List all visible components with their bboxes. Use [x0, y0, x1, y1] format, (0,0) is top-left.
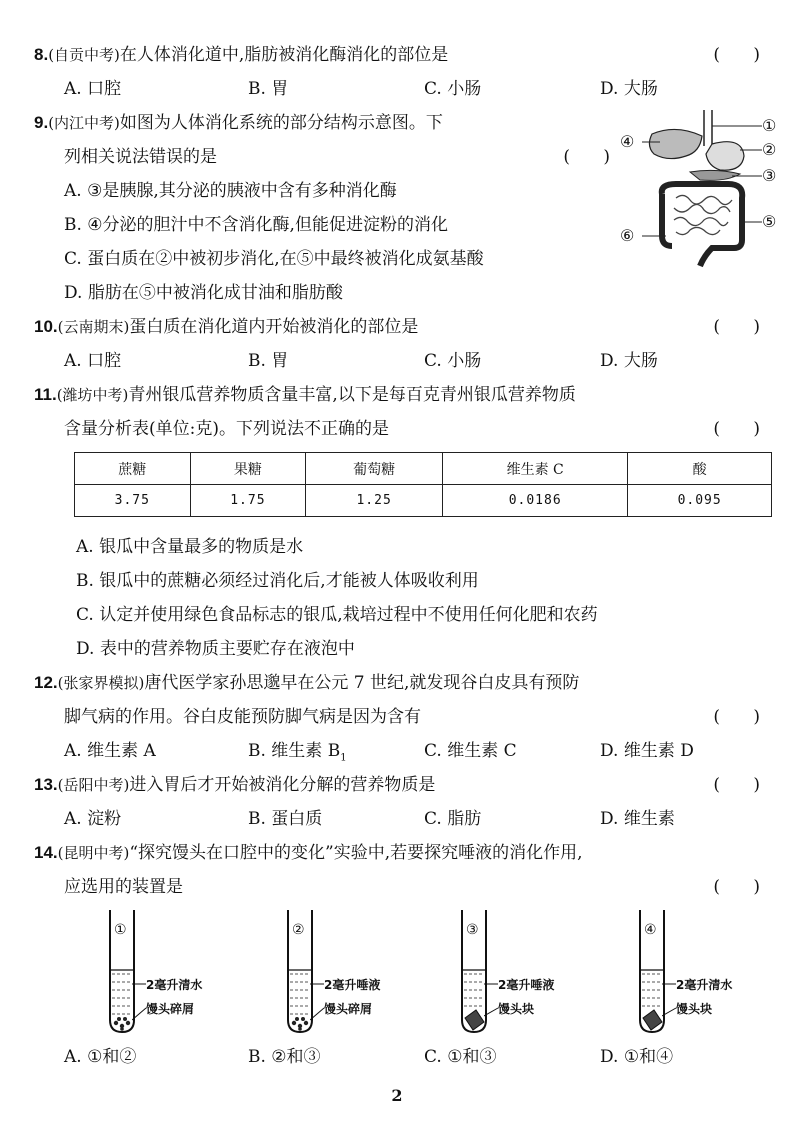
question-source: (自贡中考) [48, 46, 120, 64]
table-cell: 3.75 [75, 485, 191, 517]
table-cell: 0.0186 [443, 485, 628, 517]
option-a[interactable]: A. ③是胰腺,其分泌的胰液中含有多种消化酶 [64, 181, 397, 201]
table-cell: 1.25 [306, 485, 443, 517]
question-text: 进入胃后才开始被消化分解的营养物质是 [129, 775, 436, 795]
answer-blank[interactable]: ( ) [713, 419, 774, 439]
option-d[interactable]: D. 大肠 [600, 79, 658, 99]
option-d[interactable]: D. ①和④ [600, 1047, 674, 1067]
table-cell: 0.095 [628, 485, 772, 517]
option-d[interactable]: D. 维生素 D [600, 741, 694, 761]
option-c[interactable]: C. 维生素 C [424, 741, 517, 761]
question-11-options [34, 530, 774, 666]
test-tube-2 [282, 908, 442, 1038]
test-tube-4 [634, 908, 794, 1038]
option-b[interactable]: B. ④分泌的胆汁中不含消化酶,但能促进淀粉的消化 [64, 215, 448, 235]
answer-blank[interactable]: ( ) [713, 707, 774, 727]
tube-solid-label: 馒头块 [498, 1002, 535, 1016]
question-11 [34, 378, 774, 446]
tube-liquid-label: 2毫升唾液 [324, 978, 381, 992]
diagram-label-4: ④ [620, 132, 635, 151]
question-8 [34, 38, 774, 106]
question-number: 12. [34, 673, 58, 692]
question-text: 蛋白质在消化道内开始被消化的部位是 [129, 317, 419, 337]
answer-blank[interactable]: ( ) [563, 147, 624, 167]
question-14-options [34, 1040, 774, 1074]
question-14 [34, 836, 774, 904]
question-text: 在人体消化道中,脂肪被消化酶消化的部位是 [119, 45, 449, 65]
nutrient-table [74, 452, 772, 517]
option-a[interactable]: A. 口腔 [64, 351, 122, 371]
option-a[interactable]: A. 银瓜中含量最多的物质是水 [76, 537, 304, 557]
option-c[interactable]: C. 认定并使用绿色食品标志的银瓜,栽培过程中不使用任何化肥和农药 [76, 605, 598, 625]
question-text-cont: 列相关说法错误的是 [64, 147, 217, 167]
options [34, 734, 774, 768]
option-c[interactable]: C. 小肠 [424, 79, 482, 99]
option-d[interactable]: D. 大肠 [600, 351, 658, 371]
options [34, 802, 774, 836]
question-number: 11. [34, 385, 57, 404]
question-text: “探究馒头在口腔中的变化”实验中,若要探究唾液的消化作用, [129, 843, 583, 863]
question-source: (昆明中考) [57, 844, 130, 862]
option-a[interactable]: A. 口腔 [64, 79, 122, 99]
question-source: (岳阳中考) [57, 776, 130, 794]
tube-id: ② [292, 922, 305, 938]
question-number: 13. [34, 775, 58, 794]
question-9 [34, 106, 624, 310]
option-a[interactable]: A. 维生素 A [64, 741, 156, 761]
question-text: 唐代医学家孙思邈早在公元 7 世纪,就发现谷白皮具有预防 [144, 673, 580, 693]
answer-blank[interactable]: ( ) [713, 877, 774, 897]
tube-id: ③ [466, 922, 479, 938]
table-header-cell: 酸 [628, 453, 772, 485]
tube-solid-label: 馒头碎屑 [324, 1002, 373, 1016]
option-b[interactable]: B. 蛋白质 [248, 809, 323, 829]
tube-liquid-label: 2毫升清水 [146, 978, 203, 992]
digestive-system-diagram [616, 106, 788, 276]
tube-solid-label: 馒头碎屑 [146, 1002, 195, 1016]
diagram-label-3: ③ [762, 166, 777, 185]
diagram-label-6: ⑥ [620, 226, 635, 245]
tube-solid-label: 馒头块 [676, 1002, 713, 1016]
question-13 [34, 768, 774, 836]
table-header-cell: 维生素 C [443, 453, 628, 485]
options [34, 1040, 774, 1074]
test-tube-3 [456, 908, 616, 1038]
option-d[interactable]: D. 表中的营养物质主要贮存在液泡中 [76, 639, 355, 659]
option-d[interactable]: D. 维生素 [600, 809, 675, 829]
option-b-text: B. 维生素 B [248, 741, 341, 761]
table-header-cell: 果糖 [190, 453, 306, 485]
options [34, 344, 774, 378]
option-b[interactable]: B. 胃 [248, 79, 289, 99]
options [34, 72, 774, 106]
tube-id: ① [114, 922, 127, 938]
option-a[interactable]: A. ①和② [64, 1047, 137, 1067]
option-c[interactable]: C. 小肠 [424, 351, 482, 371]
question-number: 14. [34, 843, 58, 862]
answer-blank[interactable]: ( ) [713, 45, 774, 65]
option-d[interactable]: D. 脂肪在⑤中被消化成甘油和脂肪酸 [64, 283, 343, 303]
option-b[interactable]: B. 银瓜中的蔗糖必须经过消化后,才能被人体吸收利用 [76, 571, 479, 591]
answer-blank[interactable]: ( ) [713, 775, 774, 795]
table-cell: 1.75 [190, 485, 306, 517]
question-number: 9. [34, 113, 49, 132]
table-header-cell: 葡萄糖 [306, 453, 443, 485]
tube-liquid-label: 2毫升清水 [676, 978, 733, 992]
question-number: 8. [34, 45, 49, 64]
option-b[interactable]: B. ②和③ [248, 1047, 321, 1067]
option-a[interactable]: A. 淀粉 [64, 809, 122, 829]
question-number: 10. [34, 317, 58, 336]
option-c[interactable]: C. 蛋白质在②中被初步消化,在⑤中最终被消化成氨基酸 [64, 249, 484, 269]
question-text-cont: 脚气病的作用。谷白皮能预防脚气病是因为含有 [64, 707, 421, 727]
test-tube-1 [104, 908, 264, 1038]
tube-liquid-label: 2毫升唾液 [498, 978, 555, 992]
option-b[interactable]: B. 胃 [248, 351, 289, 371]
page-number: 2 [391, 1086, 403, 1105]
tube-id: ④ [644, 922, 657, 938]
question-source: (内江中考) [48, 114, 120, 132]
question-12 [34, 666, 774, 768]
question-10 [34, 310, 774, 378]
diagram-label-5: ⑤ [762, 212, 777, 231]
question-text-cont: 含量分析表(单位:克)。下列说法不正确的是 [64, 419, 389, 439]
answer-blank[interactable]: ( ) [713, 317, 774, 337]
diagram-label-2: ② [762, 140, 777, 159]
question-source: (张家界模拟) [57, 674, 145, 692]
option-c[interactable]: C. 脂肪 [424, 809, 482, 829]
table-header-cell: 蔗糖 [75, 453, 191, 485]
question-text: 如图为人体消化系统的部分结构示意图。下 [119, 113, 443, 133]
table-row [75, 485, 772, 517]
question-source: (云南期末) [57, 318, 130, 336]
question-text-cont: 应选用的装置是 [64, 877, 183, 897]
subscript: 1 [340, 752, 347, 764]
table-header-row [75, 453, 772, 485]
question-text: 青州银瓜营养物质含量丰富,以下是每百克青州银瓜营养物质 [128, 385, 576, 405]
diagram-label-1: ① [762, 116, 777, 135]
option-c[interactable]: C. ①和③ [424, 1047, 497, 1067]
question-source: (潍坊中考) [56, 386, 129, 404]
